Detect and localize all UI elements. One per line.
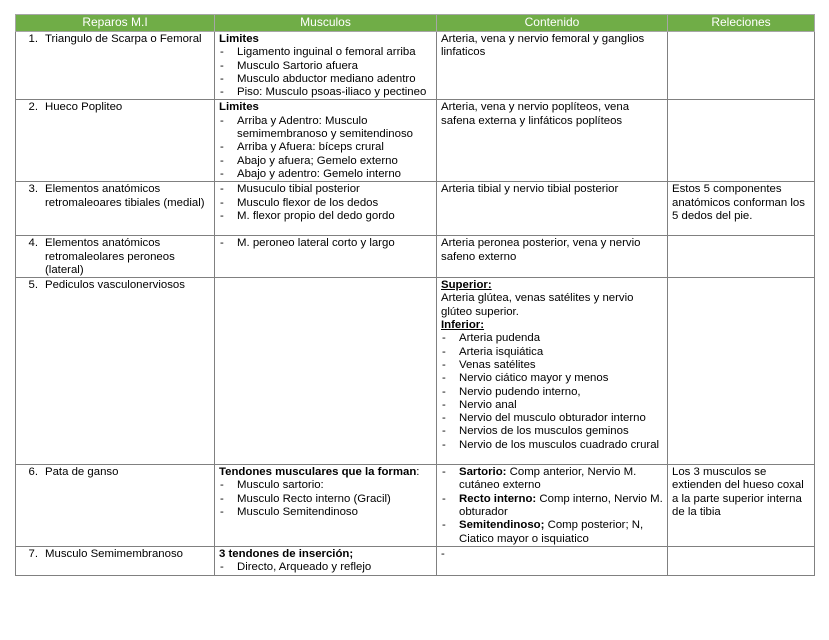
reparo-name: Elementos anatómicos retromaleoares tibiales (medial): [45, 183, 205, 209]
list-item: - Musculo Semitendinoso: [219, 506, 432, 519]
musculos-title: 3 tendones de inserción;: [219, 547, 354, 560]
reparo-cell: [16, 278, 215, 465]
musculos-list: [219, 561, 432, 574]
contenido-cell: Arteria, vena y nervio poplíteos, vena safena externa y linfáticos poplíteos: [437, 100, 668, 182]
musculos-cell: [215, 100, 437, 182]
table-row: [16, 182, 815, 236]
header-musculos: Musculos: [215, 15, 437, 32]
contenido-cell: Arteria peronea posterior, vena y nervio safeno externo: [437, 236, 668, 278]
musculos-list: [219, 183, 432, 223]
list-item: - Semitendinoso; Comp posterior; N, Ciatico mayor o isquiatico: [441, 519, 663, 546]
musculos-cell: [215, 465, 437, 547]
header-row: [16, 15, 815, 32]
reparo-cell: [16, 182, 215, 236]
relaciones-cell: [668, 546, 815, 575]
superior-label: Superior:: [441, 279, 492, 292]
table-row: [16, 278, 815, 465]
list-item: - Arteria isquiática: [441, 346, 663, 359]
musculos-cell: [215, 278, 437, 465]
table-row: [16, 100, 815, 182]
anatomy-table: [15, 14, 815, 576]
musculos-cell: [215, 182, 437, 236]
relaciones-cell: [668, 32, 815, 100]
list-item: - Recto interno: Comp interno, Nervio M. obturador: [441, 493, 663, 520]
list-item: - Musculo Recto interno (Gracil): [219, 493, 432, 506]
list-item: - Musculo flexor de los dedos: [219, 197, 432, 210]
reparo-name: Pediculos vasculonerviosos: [45, 279, 185, 292]
musculos-list: [219, 46, 432, 99]
table-row: [16, 465, 815, 547]
reparo-cell: [16, 465, 215, 547]
list-item: - Piso: Musculo psoas-iliaco y pectineo: [219, 86, 432, 99]
reparo-name: Pata de ganso: [45, 466, 119, 479]
musculos-cell: [215, 32, 437, 100]
reparo-cell: [16, 236, 215, 278]
row-number: 4.: [28, 237, 38, 250]
header-reparos: Reparos M.I: [16, 15, 215, 32]
list-item: - M. peroneo lateral corto y largo: [219, 237, 432, 250]
inferior-list: [441, 332, 663, 452]
header-contenido: Contenido: [437, 15, 668, 32]
list-item: - Musculo sartorio:: [219, 479, 432, 492]
row-number: 7.: [28, 547, 38, 560]
list-item: - Nervio anal: [441, 399, 663, 412]
list-item: - Arteria pudenda: [441, 332, 663, 345]
list-item: - Nervio pudendo interno,: [441, 386, 663, 399]
superior-text: Arteria glútea, venas satélites y nervio glúteo superior.: [441, 292, 634, 318]
list-item: - Musuculo tibial posterior: [219, 183, 432, 196]
relaciones-cell: Los 3 musculos se extienden del hueso coxal a la parte superior interna de la tibia: [668, 465, 815, 547]
list-item: - Arriba y Afuera: bíceps crural: [219, 141, 432, 154]
row-number: 5.: [28, 279, 38, 292]
list-item: - Nervio de los musculos cuadrado crural: [441, 439, 663, 452]
musculos-list: [219, 115, 432, 181]
reparo-name: Triangulo de Scarpa o Femoral: [45, 33, 202, 45]
list-item: - Venas satélites: [441, 359, 663, 372]
table-row: [16, 32, 815, 100]
reparo-cell: [16, 546, 215, 575]
list-item: - Arriba y Adentro: Musculo semimembranoso y semitendinoso: [219, 115, 432, 142]
table-row: [16, 236, 815, 278]
relaciones-cell: [668, 100, 815, 182]
list-item: - Ligamento inguinal o femoral arriba: [219, 46, 432, 59]
contenido-cell: Arteria, vena y nervio femoral y ganglios linfaticos: [437, 32, 668, 100]
list-item: - Musculo Sartorio afuera: [219, 60, 432, 73]
relaciones-cell: Estos 5 componentes anatómicos conforman los 5 dedos del pie.: [668, 182, 815, 236]
musculos-title: Limites: [219, 101, 259, 114]
musculos-list: [219, 237, 432, 250]
row-number: 2.: [28, 101, 38, 114]
list-item: - Abajo y adentro: Gemelo interno: [219, 168, 432, 181]
musculos-list: [219, 479, 432, 519]
table-row: [16, 546, 815, 575]
reparo-name: Musculo Semimembranoso: [45, 547, 184, 560]
contenido-cell: [437, 278, 668, 465]
reparo-cell: [16, 100, 215, 182]
list-item: - Nervio ciático mayor y menos: [441, 372, 663, 385]
list-item: - Musculo abductor mediano adentro: [219, 73, 432, 86]
row-number: 6.: [28, 466, 38, 479]
row-number: 1.: [28, 33, 38, 45]
list-item: - Nervios de los musculos geminos: [441, 425, 663, 438]
musculos-title: Tendones musculares que la forman:: [219, 466, 420, 479]
relaciones-cell: [668, 236, 815, 278]
list-item: - Abajo y afuera; Gemelo externo: [219, 155, 432, 168]
musculos-cell: [215, 236, 437, 278]
row-number: 3.: [28, 183, 38, 196]
reparo-name: Hueco Popliteo: [45, 101, 123, 114]
contenido-cell: Arteria tibial y nervio tibial posterior: [437, 182, 668, 236]
contenido-cell: -: [437, 546, 668, 575]
list-item: - M. flexor propio del dedo gordo: [219, 210, 432, 223]
musculos-title: Limites: [219, 33, 259, 45]
list-item: - Directo, Arqueado y reflejo: [219, 561, 432, 574]
reparo-cell: [16, 32, 215, 100]
reparo-name: Elementos anatómicos retromaleolares peroneos (lateral): [45, 237, 175, 276]
contenido-cell: [437, 465, 668, 547]
header-relaciones: Releciones: [668, 15, 815, 32]
list-item: - Sartorio: Comp anterior, Nervio M. cutáneo externo: [441, 466, 663, 493]
contenido-list: [441, 466, 663, 546]
musculos-cell: [215, 546, 437, 575]
relaciones-cell: [668, 278, 815, 465]
inferior-label: Inferior:: [441, 319, 485, 332]
list-item: - Nervio del musculo obturador interno: [441, 412, 663, 425]
